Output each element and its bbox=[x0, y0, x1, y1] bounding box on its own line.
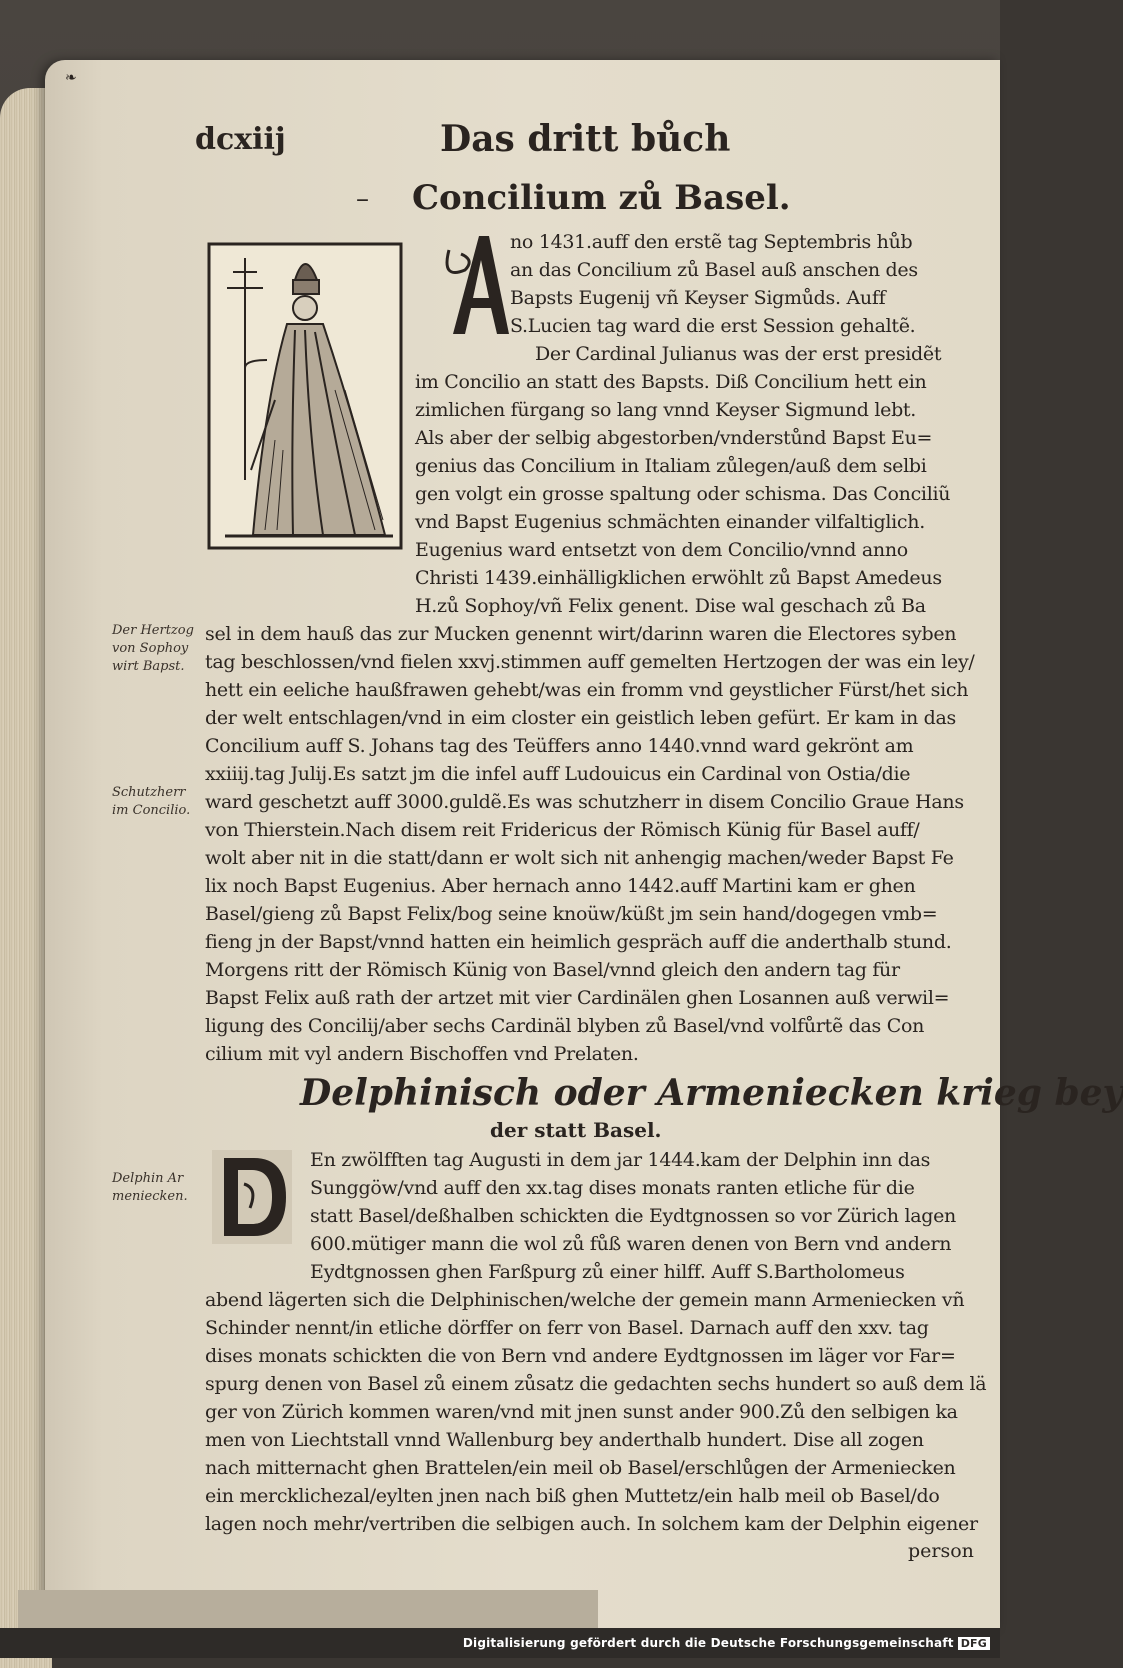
digitization-credit bbox=[463, 1636, 990, 1650]
margin-note: Der Hertzog von Sophoy wirt Bapst. bbox=[112, 623, 194, 674]
text-line: Bapst Felix auß rath der artzet mit vier Cardinälen ghen Losannen auß verwil= bbox=[205, 987, 950, 1009]
running-head: Das dritt bůch bbox=[440, 118, 731, 160]
text-line: no 1431.auff den erstẽ tag Septembris hůb bbox=[510, 231, 913, 253]
text-line: xxiiij.tag Julij.Es satzt jm die infel auff Ludouicus ein Cardinal von Ostia/die bbox=[205, 763, 911, 785]
catchword: person bbox=[908, 1540, 974, 1562]
scan-ruler-strip bbox=[18, 1590, 598, 1628]
text-line: Bapsts Eugenij vñ Keyser Sigmůds. Auff bbox=[510, 287, 886, 309]
text-line: H.zů Sophoy/vñ Felix genent. Dise wal geschach zů Ba bbox=[415, 595, 926, 617]
text-line: ward geschetzt auff 3000.guldẽ.Es was schutzherr in disem Concilio Graue Hans bbox=[205, 791, 964, 813]
text-line: abend lägerten sich die Delphinischen/welche der gemein mann Armeniecken vñ bbox=[205, 1289, 965, 1311]
text-line: gen volgt ein grosse spaltung oder schisma. Das Conciliũ bbox=[415, 483, 951, 505]
credit-text: Digitalisierung gefördert durch die Deutsche Forschungsgemeinschaft bbox=[462, 1636, 954, 1650]
text-line: S.Lucien tag ward die erst Session gehaltẽ. bbox=[510, 315, 916, 337]
section-title-2: Delphinisch oder Armeniecken krieg bey bbox=[300, 1072, 1123, 1114]
text-line: Morgens ritt der Römisch Künig von Basel/vnnd gleich den andern tag für bbox=[205, 959, 900, 981]
text-line: Schinder nennt/in etliche dörffer on ferr von Basel. Darnach auff den xxv. tag bbox=[205, 1317, 929, 1339]
decorated-initial-d bbox=[210, 1148, 294, 1246]
text-line: wolt aber nit in die statt/dann er wolt sich nit anhengig machen/weder Bapst Fe bbox=[205, 847, 954, 869]
text-line: spurg denen von Basel zů einem zůsatz die gedachten sechs hundert so auß dem lä bbox=[205, 1373, 987, 1395]
text-line: lix noch Bapst Eugenius. Aber hernach anno 1442.auff Martini kam er ghen bbox=[205, 875, 916, 897]
text-line: zimlichen fürgang so lang vnnd Keyser Sigmund lebt. bbox=[415, 399, 917, 421]
text-line: sel in dem hauß das zur Mucken genennt wirt/darinn waren die Electores syben bbox=[205, 623, 957, 645]
text-line: nach mitternacht ghen Brattelen/ein meil ob Basel/erschlůgen der Armeniecken bbox=[205, 1457, 956, 1479]
text-line: Als aber der selbig abgestorben/vnderstůnd Bapst Eu= bbox=[415, 427, 933, 449]
text-line: von Thierstein.Nach disem reit Fridericus der Römisch Künig für Basel auff/ bbox=[205, 819, 920, 841]
text-line: vnd Bapst Eugenius schmächten einander vilfaltiglich. bbox=[415, 511, 925, 533]
text-line: Eugenius ward entsetzt von dem Concilio/vnnd anno bbox=[415, 539, 908, 561]
text-line: genius das Concilium in Italiam zůlegen/auß dem selbi bbox=[415, 455, 927, 477]
text-line: ger von Zürich kommen waren/vnd mit jnen sunst ander 900.Zů den selbigen ka bbox=[205, 1401, 958, 1423]
text-line: tag beschlossen/vnd fielen xxvj.stimmen auff gemelten Hertzogen der was ein ley/ bbox=[205, 651, 975, 673]
text-line: Sunggöw/vnd auff den xx.tag dises monats ranten etliche für die bbox=[310, 1177, 915, 1199]
text-line: statt Basel/deßhalben schickten die Eydtgnossen so vor Zürich lagen bbox=[310, 1205, 956, 1227]
corner-mark: ❧ bbox=[65, 70, 77, 86]
text-line: men von Liechtstall vnnd Wallenburg bey anderthalb hundert. Dise all zogen bbox=[205, 1429, 924, 1451]
section-title: Concilium zů Basel. bbox=[412, 178, 791, 218]
text-line: ligung des Concilij/aber sechs Cardinäl blyben zů Basel/vnd volfůrtẽ das Con bbox=[205, 1015, 925, 1037]
margin-note: Delphin Ar meniecken. bbox=[112, 1171, 188, 1204]
dfg-logo: DFG bbox=[958, 1637, 990, 1650]
text-line: lagen noch mehr/vertriben die selbigen auch. In solchem kam der Delphin eigener bbox=[205, 1513, 978, 1535]
section-subtitle-2: der statt Basel. bbox=[490, 1118, 662, 1142]
text-line: hett ein eeliche haußfrawen gehebt/was ein fromm vnd geystlicher Fürst/het sich bbox=[205, 679, 969, 701]
text-line: an das Concilium zů Basel auß anschen des bbox=[510, 259, 918, 281]
decorated-initial-a bbox=[445, 230, 515, 340]
text-line: cilium mit vyl andern Bischoffen vnd Prelaten. bbox=[205, 1043, 639, 1065]
pope-woodcut-illustration bbox=[205, 240, 410, 558]
text-line: ein mercklichezal/eylten jnen nach biß ghen Muttetz/ein halb meil ob Basel/do bbox=[205, 1485, 940, 1507]
text-line: fieng jn der Bapst/vnnd hatten ein heimlich gespräch auff die anderthalb stund. bbox=[205, 931, 952, 953]
text-line: Eydtgnossen ghen Farßpurg zů einer hilff. Auff S.Bartholomeus bbox=[310, 1261, 905, 1283]
folio-number: dcxiij bbox=[195, 122, 286, 157]
text-line: dises monats schickten die von Bern vnd andere Eydtgnossen im läger vor Far= bbox=[205, 1345, 956, 1367]
text-line: der welt entschlagen/vnd in eim closter ein geistlich leben gefürt. Er kam in das bbox=[205, 707, 956, 729]
text-line: 600.mütiger mann die wol zů fůß waren denen von Bern vnd andern bbox=[310, 1233, 952, 1255]
text-line: Concilium auff S. Johans tag des Teüffers anno 1440.vnnd ward gekrönt am bbox=[205, 735, 914, 757]
text-line: Der Cardinal Julianus was der erst presidẽt bbox=[535, 343, 942, 365]
text-line: En zwölfften tag Augusti in dem jar 1444.kam der Delphin inn das bbox=[310, 1149, 931, 1171]
title-dash: – bbox=[356, 184, 369, 214]
text-line: Basel/gieng zů Bapst Felix/bog seine knoüw/küßt jm sein hand/dogegen vmb= bbox=[205, 903, 938, 925]
text-line: im Concilio an statt des Bapsts. Diß Concilium hett ein bbox=[415, 371, 927, 393]
text-line: Christi 1439.einhälligklichen erwöhlt zů Bapst Amedeus bbox=[415, 567, 942, 589]
margin-note: Schutzherr im Concilio. bbox=[112, 785, 191, 818]
